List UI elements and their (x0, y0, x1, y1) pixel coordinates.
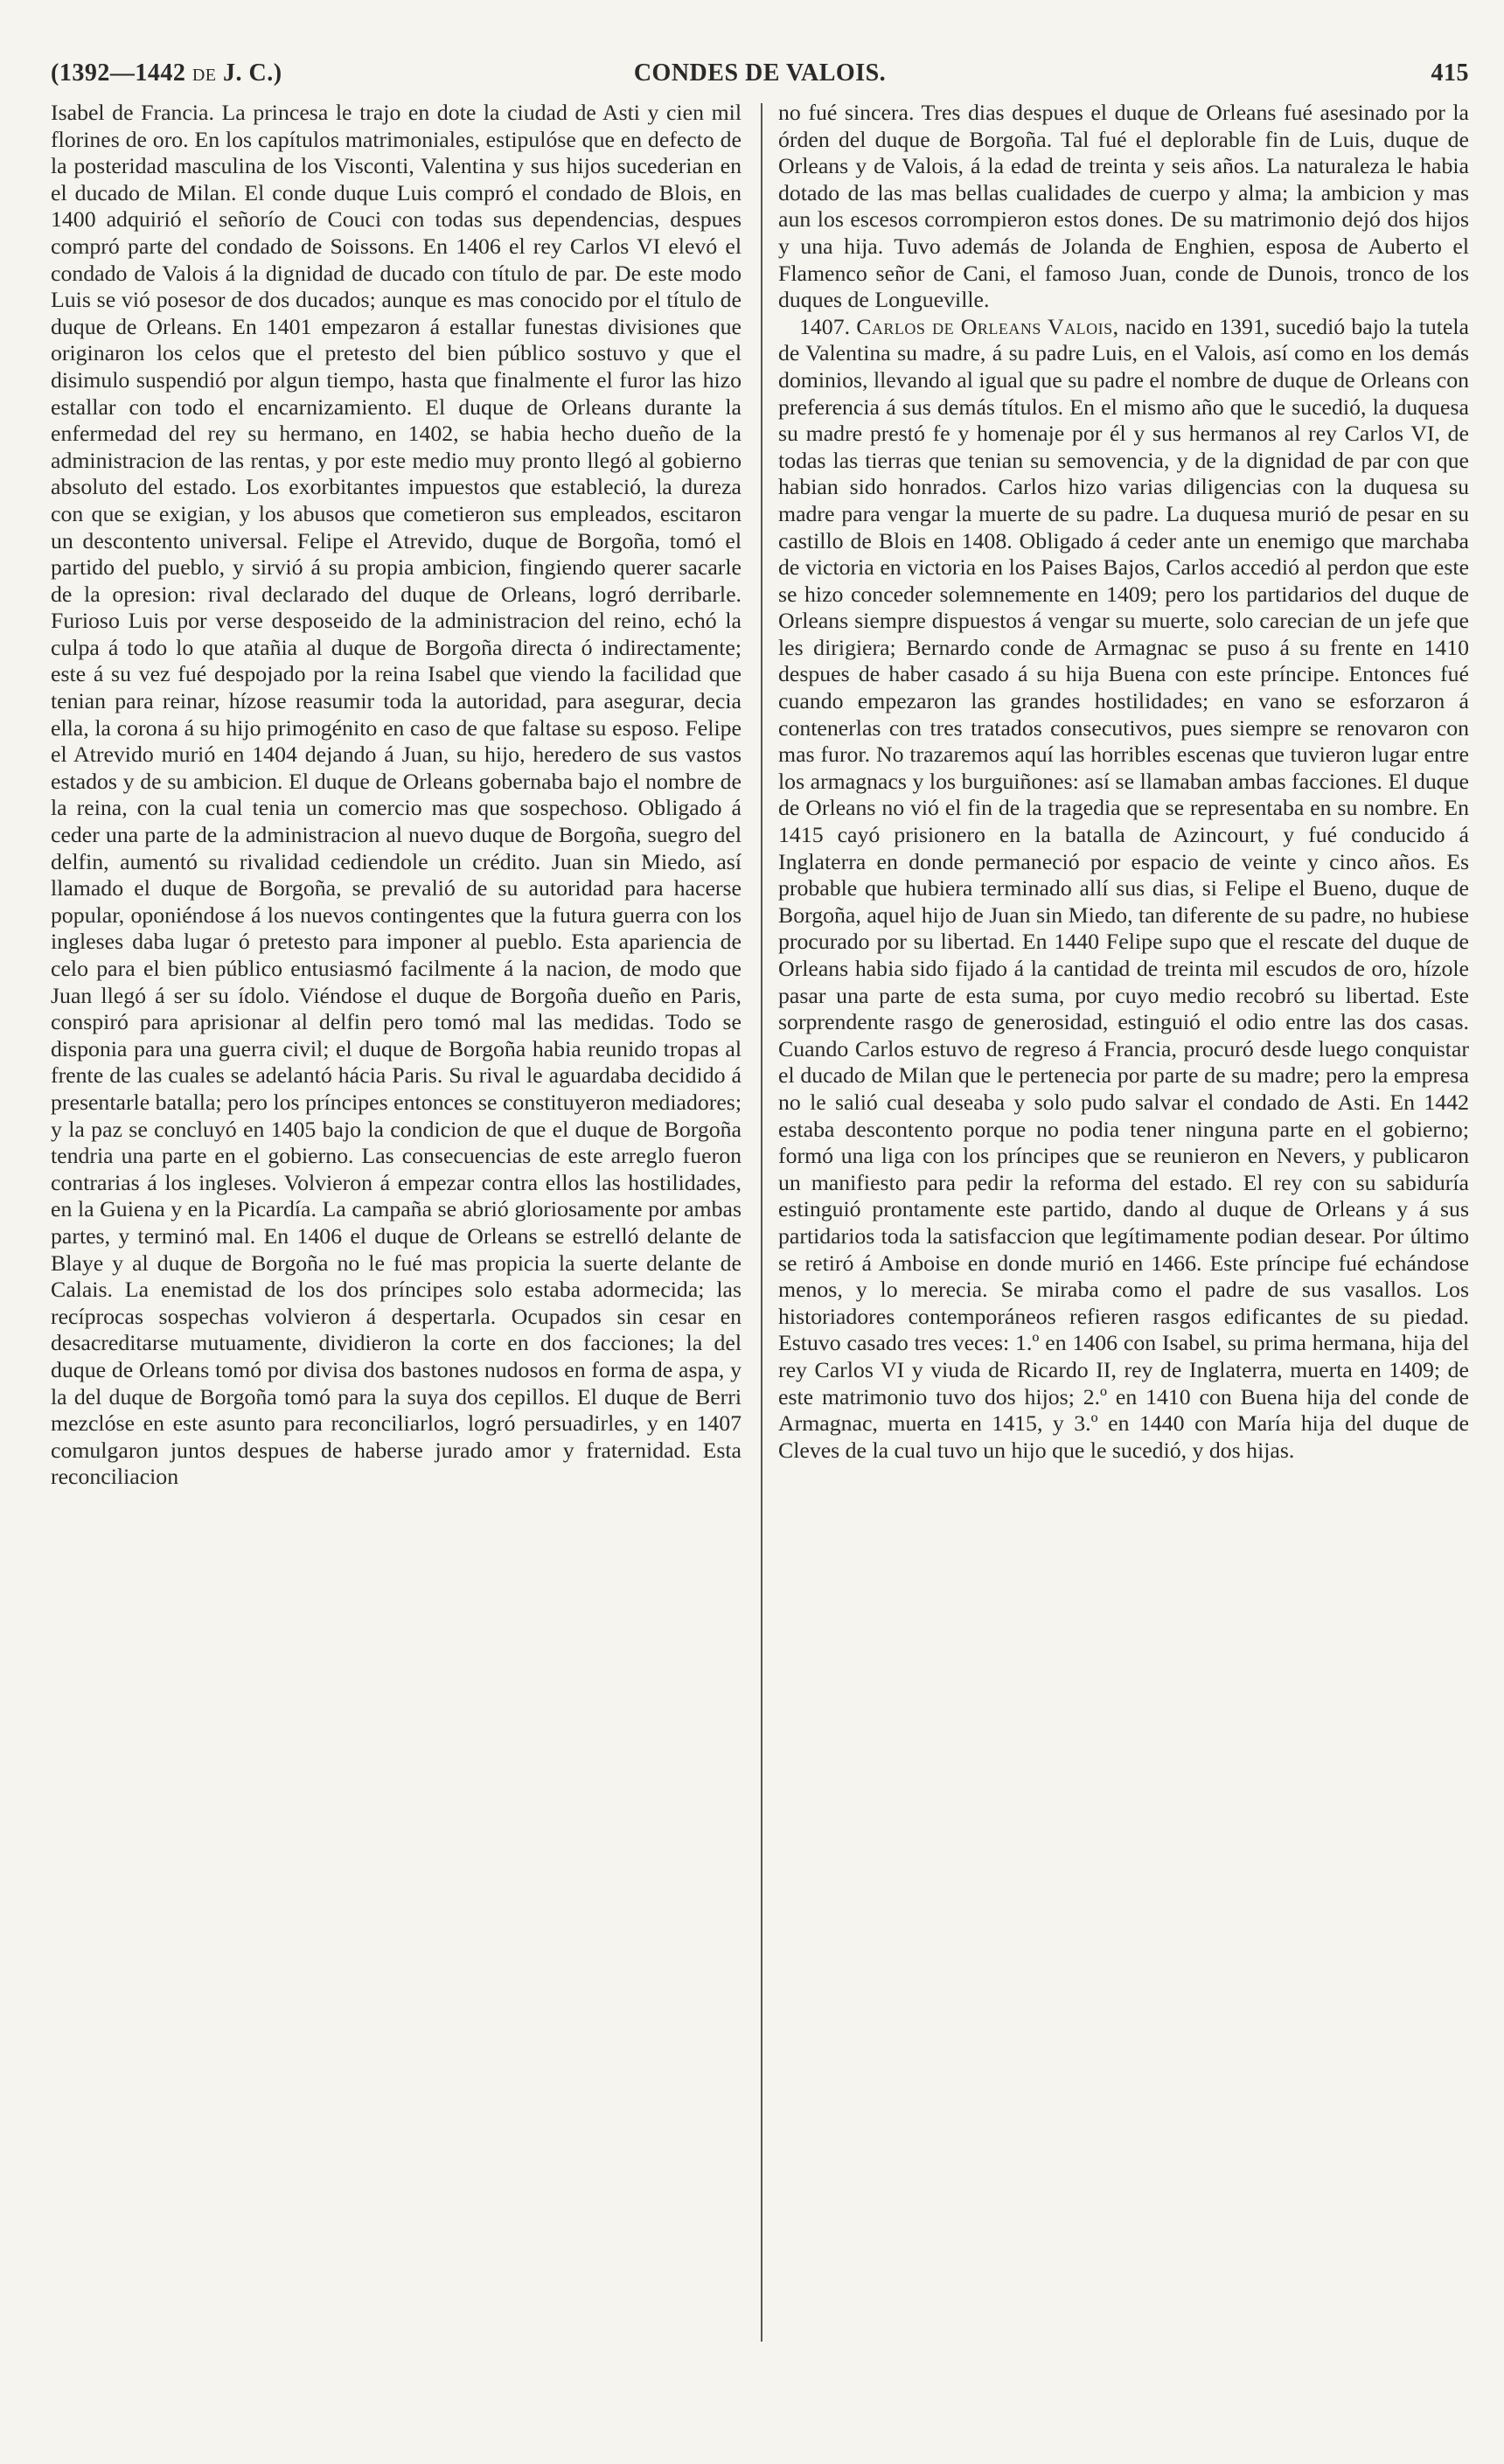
entry-name: Carlos de Orleans Valois, (856, 313, 1119, 339)
header-era: J. C.) (223, 59, 282, 87)
entry-body: nacido en 1391, sucedió bajo la tutela de Valentina su madre, á su padre Luis, en el Valois, así como en los demás dominios, llevando al igual que su padre el nombre de duque de Orleans con preferencia á sus demás títulos. En el mismo año que le sucedió, la duquesa su madre prestó fe y homenaje por él y sus hermanos al rey Carlos VI, de todas las tierras que tenian su semovencia, y de la dignidad de par con que habian sido honrados. Carlos hizo varias diligencias con la duquesa su madre para vengar la muerte de su padre. La duquesa murió de pesar en su castillo de Blois en 1408. Obligado á ceder ante un enemigo que marchaba de victoria en victoria en los Paises Bajos, Carlos accedió al perdon que este se hizo conceder solemnemente en 1409; pero los partidarios del duque de Orleans siempre dispuestos á vengar su muerte, solo carecian de un jefe que les dirigiera; Bernardo conde de Armagnac se puso á su frente en 1410 despues de haber casado á su hija Buena con este príncipe. Entonces fué cuando empezaron las grandes hostilidades; en vano se esforzaron á contenerlas con tres tratados consecutivos, pues siempre se renovaron con mas furor. No trazaremos aquí las horribles escenas que tuvieron lugar entre los armagnacs y los burguiñones: así se llamaban ambas facciones. El duque de Orleans no vió el fin de la tragedia que se representaba en su nombre. En 1415 cayó prisionero en la batalla de Azincourt, y fué conducido á Inglaterra en donde permaneció por espacio de veinte y cinco años. Es probable que hubiera terminado allí sus dias, si Felipe el Bueno, duque de Borgoña, aquel hijo de Juan sin Miedo, tan diferente de su padre, no hubiese procurado por su libertad. En 1440 Felipe supo que el rescate del duque de Orleans habia sido fijado á la cantidad de treinta mil escudos de oro, hízole pasar una parte de esta suma, por cuyo medio recobró su libertad. Este sorprendente rasgo de generosidad, estinguió el odio entre las dos casas. Cuando Carlos estuvo de regreso á Francia, procuró desde luego conquistar el ducado de Milan que le pertenecia por parte de su madre; pero la empresa no le salió cual deseaba y solo pudo salvar el condado de Asti. En 1442 estaba descontento porque no podia tener ninguna parte en el gobierno; formó una liga con los príncipes que se reunieron en Nevers, y publicaron un manifiesto para pedir la reforma del estado. El rey con su sabiduría estinguió prontamente este partido, dando al duque de Orleans y á sus partidarios toda la satisfaccion que legítimamente podian desear. Por último se retiró á Amboise en donde murió en 1466. Este príncipe fué echándose menos, y lo merecia. Se miraba como el padre de sus vasallos. Los historiadores contemporáneos refieren rasgos edificantes de su piedad. Estuvo casado tres veces: 1.º en 1406 con Isabel, su prima hermana, hija del rey Carlos VI y viuda de Ricardo II, rey de Inglaterra, muerta en 1409; de este matrimonio tuvo dos hijos; 2.º en 1410 con Buena hija del conde de Armagnac, muerta en 1415, y 3.º en 1440 con María hija del duque de Cleves de la cual tuvo un hijo que le sucedió, y dos hijas. (778, 313, 1469, 1463)
header-title: CONDES DE VALOIS. (633, 59, 887, 87)
page-number: 415 (1431, 59, 1469, 87)
right-column (778, 100, 1469, 1464)
header-years: (1392—1442 (51, 59, 186, 87)
left-paragraph-1: Isabel de Francia. La princesa le trajo en dote la ciudad de Asti y cien mil florines de oro. En los capítulos matrimoniales, estipulóse que en defecto de la posteridad masculina de los Visconti, Valentina y sus hijos sucederian en el ducado de Milan. El conde duque Luis compró el condado de Blois, en 1400 adquirió el señorío de Couci con todas sus dependencias, despues compró parte del condado de Soissons. En 1406 el rey Carlos VI elevó el condado de Valois á la dignidad de ducado con título de par. De este modo Luis se vió posesor de dos ducados; aunque es mas conocido por el título de duque de Orleans. En 1401 empezaron á estallar funestas divisiones que originaron los celos que el pretesto del bien público sostuvo y que el disimulo suspendió por algun tiempo, hasta que finalmente el furor las hizo estallar con todo el encarnizamiento. El duque de Orleans durante la enfermedad del rey su hermano, en 1402, se habia hecho dueño de la administracion de las rentas, y por este medio muy pronto llegó al gobierno absoluto del estado. Los exorbitantes impuestos que estableció, la dureza con que se exigian, y los abusos que cometieron sus empleados, escitaron un descontento universal. Felipe el Atrevido, duque de Borgoña, tomó el partido del pueblo, y sirvió á su propia ambicion, fingiendo querer sacarle de la opresion: rival declarado del duque de Orleans, logró derribarle. Furioso Luis por verse desposeido de la administracion del reino, echó la culpa á todo lo que atañia al duque de Borgoña directa ó indirectamente; este á su vez fué despojado por la reina Isabel que viendo la facilidad que tenian para reinar, hízose reasumir toda la autoridad, para asegurar, decia ella, la corona á su hijo primogénito en caso de que faltase su esposo. Felipe el Atrevido murió en 1404 dejando á Juan, su hijo, heredero de sus vastos estados y de su ambicion. El duque de Orleans gobernaba bajo el nombre de la reina, con la cual tenia un comercio mas que sospechoso. Obligado á ceder una parte de la administracion al nuevo duque de Borgoña, suegro del delfin, aumentó su rivalidad cediendole un crédito. Juan sin Miedo, así llamado el duque de Borgoña, se prevalió de su autoridad para hacerse popular, oponiéndose á los nuevos contingentes que la futura guerra con los ingleses daba lugar ó pretesto para imponer al pueblo. Esta apariencia de celo para el bien público entusiasmó facilmente á la nacion, de modo que Juan llegó á ser su ídolo. Viéndose el duque de Borgoña dueño en Paris, conspiró para aprisionar al delfin pero tomó mal las medidas. Todo se disponia para una guerra civil; el duque de Borgoña habia reunido tropas al frente de las cuales se adelantó hácia Paris. Su rival le aguardaba decidido á presentarle batalla; pero los príncipes entonces se constituyeron mediadores; y la paz se concluyó en 1405 bajo la condicion de que el duque de Borgoña tendria una parte en el gobierno. Las consecuencias de este arreglo fueron contrarias á los ingleses. Volvieron á empezar contra ellos las hostilidades, en la Guiena y en la Picardía. La campaña se abrió gloriosamente por ambas partes, y terminó mal. En 1406 el duque de Orleans se estrelló delante de Blaye y al duque de Borgoña no le fué mas propicia la suerte delante de Calais. La enemistad de los dos príncipes solo estaba adormecida; las recíprocas sospechas volvieron á despertarla. Ocupados sin cesar en desacreditarse mutuamente, dividieron la corte en dos facciones; la del duque de Orleans tomó por divisa dos bastones nudosos en forma de aspa, y la del duque de Borgoña tomó para la suya dos cepillos. El duque de Berri mezclóse en este asunto para reconciliarlos, logró persuadirles, y en 1407 comulgaron juntos despues de haberse jurado amor y fraternidad. Esta reconciliacion (51, 100, 742, 1490)
right-paragraph-1: no fué sincera. Tres dias despues el duque de Orleans fué asesinado por la órden del duque de Borgoña. Tal fué el deplorable fin de Luis, duque de Orleans y de Valois, á la edad de treinta y seis años. La naturaleza le habia dotado de las mas bellas cualidades de cuerpo y alma; la ambicion y mas aun los escesos corrompieron estos dones. De su matrimonio dejó dos hijos y una hija. Tuvo además de Jolanda de Enghien, esposa de Auberto el Flamenco señor de Cani, el famoso Juan, conde de Dunois, tronco de los duques de Longueville. (778, 100, 1469, 313)
right-paragraph-2 (778, 314, 1469, 1465)
text-columns (51, 100, 1469, 2391)
header-de: DE (191, 66, 217, 85)
page (51, 54, 1469, 2415)
running-header (51, 54, 1469, 96)
column-divider (761, 103, 762, 2342)
left-column (51, 100, 742, 1491)
entry-year: 1407. (799, 313, 851, 339)
